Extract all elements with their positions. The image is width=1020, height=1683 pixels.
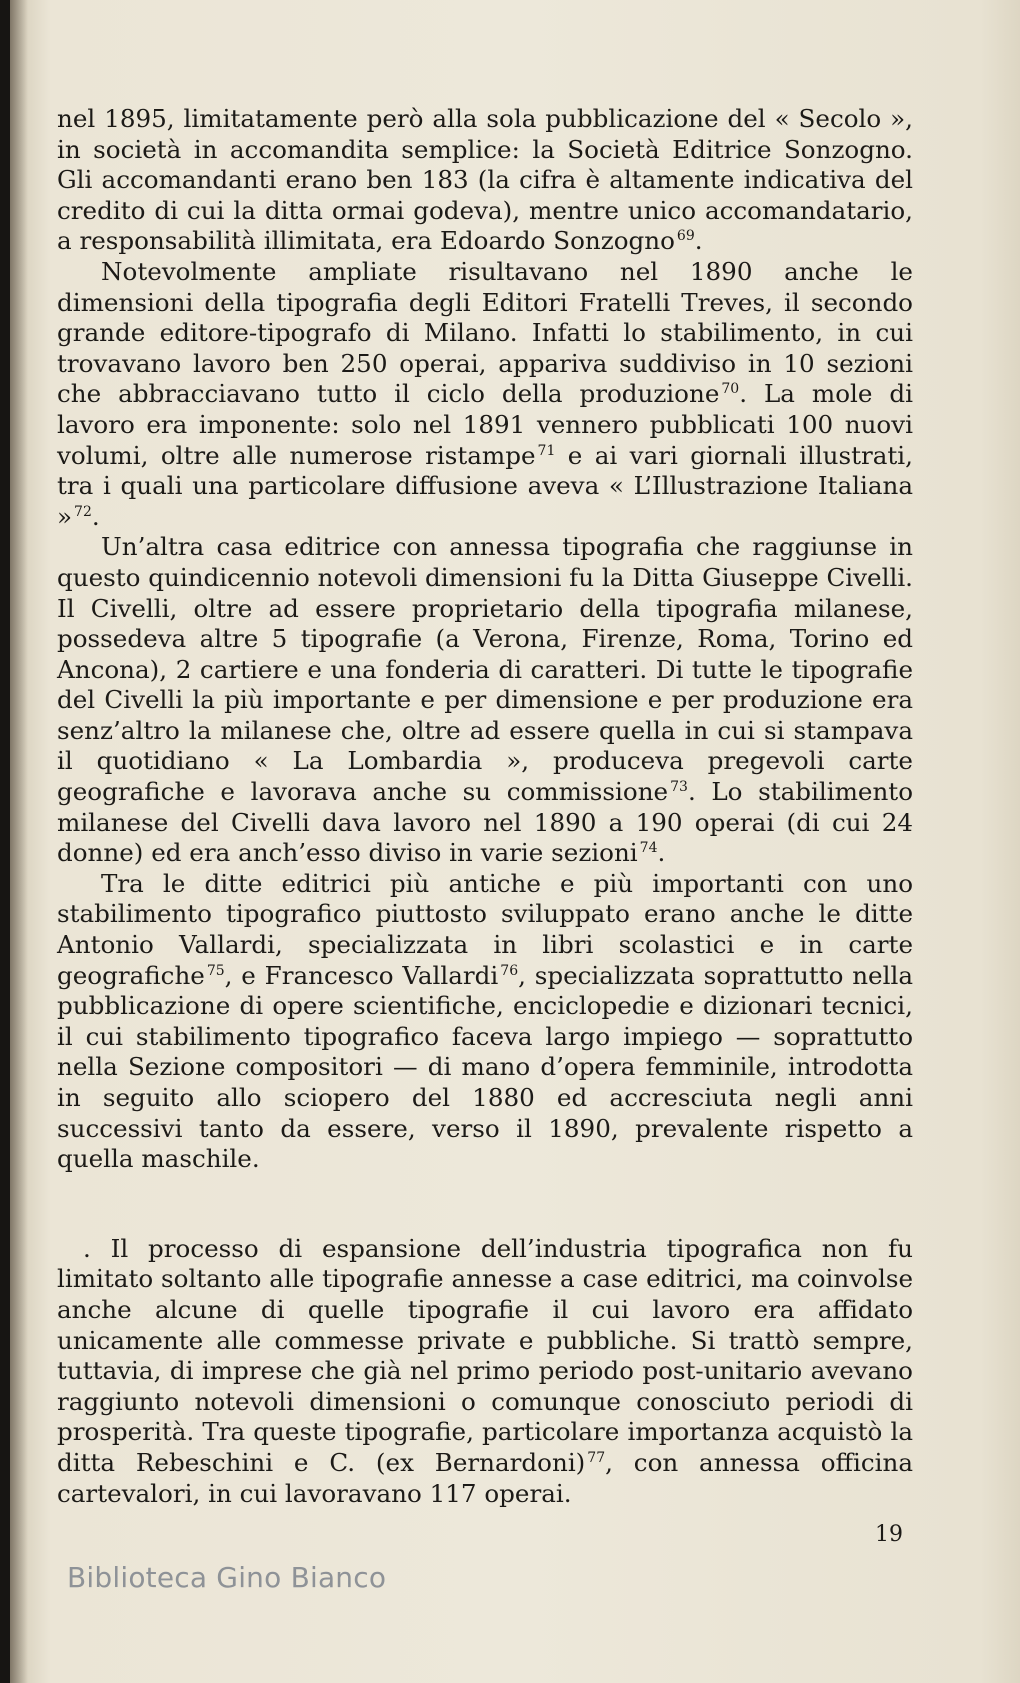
text-run: Un’altra casa editrice con annessa tipografia che raggiunse in questo quindicennio notevoli dimensioni fu la Ditta Giuseppe Civelli. Il Civelli, oltre ad essere proprietario della tipografia milanese, possedeva altre 5 tipografie (a Verona, Firenze, Roma, Torino ed Ancona), 2 cartiere e una fonderia di caratteri. Di tutte le tipografie del Civelli la più importante e per dimensione e per produzione era senz’altro la milanese che, oltre ad essere quella in cui si stampava il quotidiano « La Lombardia », produceva pregevoli carte geografiche e lavorava anche su commissione [57, 532, 914, 807]
text-run: e ai vari giornali illustrati, tra i quali una particolare diffusione aveva « L’Illustrazione Italiana » [57, 440, 913, 531]
text-run: . [657, 838, 666, 868]
spine-shadow [10, 0, 28, 1683]
text-run: . [91, 501, 100, 531]
text-run: , specializzata soprattutto nella pubblicazione di opere scientifiche, enciclopedie e dizionari tecnici, il cui stabilimento tipografico faceva largo impiego — soprattutto nella Sezione compositori — di mano d’opera femminile, introdotta in seguito allo sciopero del 1880 ed accresciuta negli anni successivi tanto da essere, verso il 1890, prevalente rispetto a quella maschile. [57, 960, 914, 1174]
footnote-marker: 71 [537, 442, 556, 459]
body-text [57, 104, 913, 1509]
text-run: nel 1895, limitatamente però alla sola pubblicazione del « Secolo », in società in accomandita semplice: la Società Editrice Sonzogno. Gli accomandanti erano ben 183 (la cifra è altamente indicativa del credito di cui la ditta ormai godeva), mentre unico accomandatario, a responsabilità illimitata, era Edoardo Sonzogno [57, 104, 913, 256]
text-run: Tra le ditte editrici più antiche e più importanti con uno stabilimento tipografico piuttosto sviluppato erano anche le ditte Antonio Vallardi, specializzata in libri scolastici e in carte geografiche [57, 868, 913, 990]
paragraph [57, 869, 913, 1175]
footnote-marker: 76 [500, 962, 519, 979]
paragraph [57, 1234, 913, 1509]
footnote-marker: 77 [587, 1449, 606, 1466]
text-run: . La mole di lavoro era imponente: solo nel 1891 vennero pubblicati 100 nuovi volumi, oltre alle numerose ristampe [57, 379, 914, 470]
text-run: . Lo stabilimento milanese del Civelli dava lavoro nel 1890 a 190 operai (di cui 24 donne) ed era anch’esso diviso in varie sezioni [57, 777, 913, 868]
page-number: 19 [875, 1522, 903, 1547]
footnote-marker: 70 [721, 381, 740, 398]
footnote-marker: 75 [206, 962, 225, 979]
text-run: , e Francesco Vallardi [224, 960, 499, 990]
paragraph [57, 532, 913, 869]
watermark: Biblioteca Gino Bianco [67, 1561, 387, 1594]
book-page [10, 0, 1020, 1683]
footnote-marker: 72 [74, 503, 92, 520]
paragraph [57, 257, 913, 532]
paragraph [57, 104, 913, 257]
text-run: . Il processo di espansione dell’industria tipografica non fu limitato soltanto alle tipografie annesse a case editrici, ma coinvolse anche alcune di quelle tipografie il cui lavoro era affidato unicamente alle commesse private e pubbliche. Si trattò sempre, tuttavia, di imprese che già nel primo periodo post-unitario avevano raggiunto notevoli dimensioni o comunque conosciuto periodi di prosperità. Tra queste tipografie, particolare importanza acquistò la ditta Rebeschini e C. (ex Bernardoni) [57, 1233, 913, 1477]
footnote-marker: 74 [639, 840, 658, 857]
text-run: . [694, 226, 703, 256]
text-run: Notevolmente ampliate risultavano nel 1890 anche le dimensioni della tipografia degli Editori Fratelli Treves, il secondo grande editore-tipografo di Milano. Infatti lo stabilimento, in cui trovavano lavoro ben 250 operai, appariva suddiviso in 10 sezioni che abbracciavano tutto il ciclo della produzione [57, 256, 913, 409]
footnote-marker: 69 [676, 228, 695, 245]
footnote-marker: 73 [670, 779, 688, 796]
text-run: , con annessa officina cartevalori, in cui lavoravano 117 operai. [57, 1447, 913, 1508]
